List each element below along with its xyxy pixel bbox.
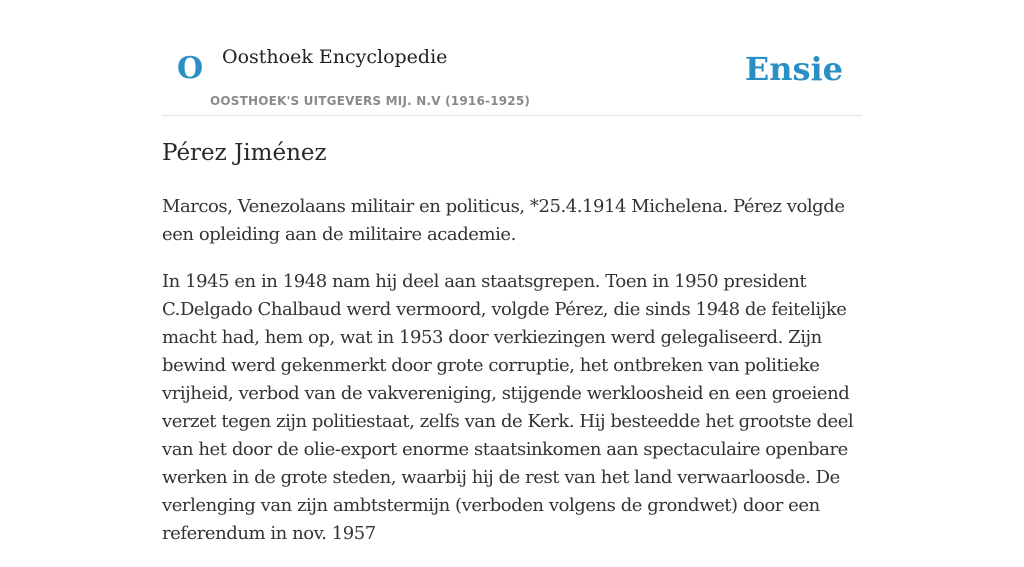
article-paragraph-body: In 1945 en in 1948 nam hij deel aan staatsgrepen. Toen in 1950 president C.Delgado Chalbaud werd vermoord, volgde Pérez, die sinds 1948 de feitelijke macht had, hem op, wat in 1953 door verkiezingen werd gelegaliseerd. Zijn bewind werd gekenmerkt door grote corruptie, het ontbreken van politieke vrijheid, verbod van de vakvereniging, stijgende werkloosheid en een groeiend verzet tegen zijn politiestaat, zelfs van de Kerk. Hij besteedde het grootste deel van het door de olie-export enorme staatsinkomen aan spectaculaire openbare werken in de grote steden, waarbij hij de rest van het land verwaarloosde. De verlenging van zijn ambtstermijn (verboden volgens de grondwet) door een referendum in nov. 1957 [162, 271, 854, 545]
encyclopedia-logo-letter[interactable]: O [177, 51, 204, 86]
article-paragraph-intro: Marcos, Venezolaans militair en politicus, *25.4.1914 Michelena. Pérez volgde een opleiding aan de militaire academie. [162, 196, 845, 246]
encyclopedia-name-link[interactable]: Oosthoek Encyclopedie [222, 46, 448, 68]
ensie-logo-link[interactable]: Ensie [744, 50, 843, 88]
article-title: Pérez Jiménez [162, 140, 327, 166]
site-header [162, 40, 862, 116]
publisher-label: OOSTHOEK'S UITGEVERS MIJ. N.V (1916-1925) [210, 94, 531, 108]
article [162, 138, 862, 567]
